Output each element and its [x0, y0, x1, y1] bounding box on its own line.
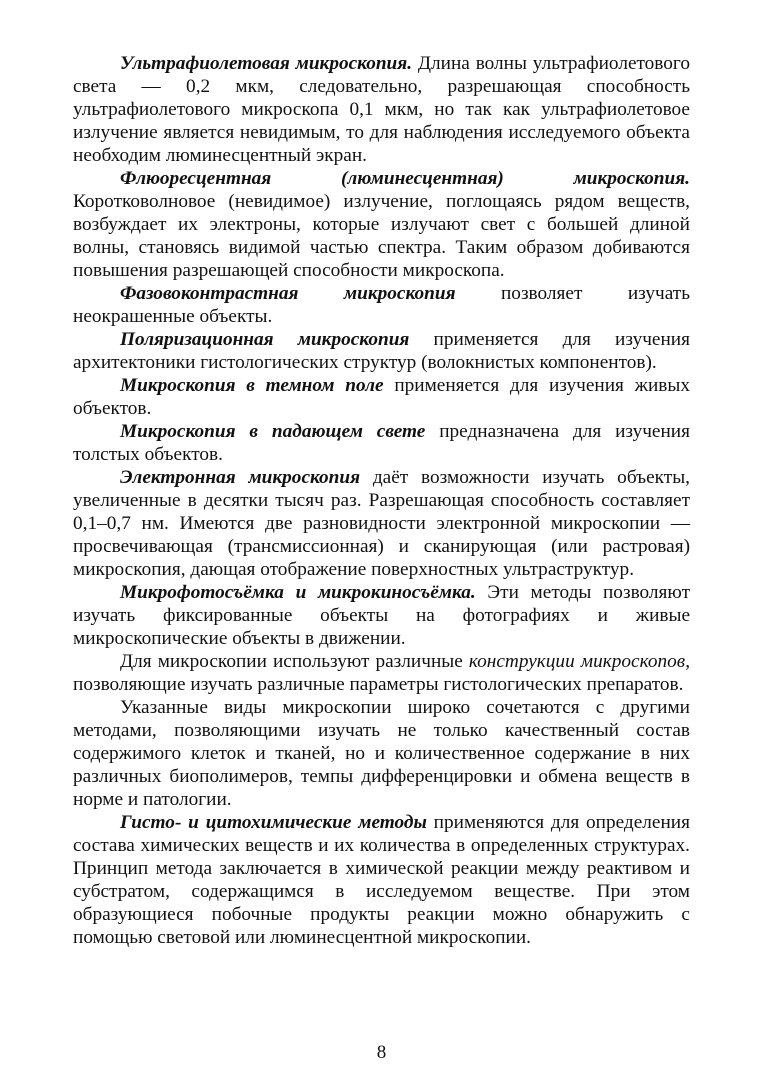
term-polarization-microscopy: Поляризационная микроскопия [120, 329, 410, 350]
paragraph-incident-light-microscopy [73, 420, 690, 466]
paragraph-electron-microscopy [73, 466, 690, 581]
paragraph-text-before: Для микроскопии используют различные [120, 651, 469, 672]
term-uv-microscopy: Ультрафиолетовая микроскопия. [120, 53, 413, 74]
page-number: 8 [376, 1042, 387, 1063]
page-body [73, 52, 690, 949]
paragraph-phase-contrast-microscopy [73, 282, 690, 328]
term-microphotography: Микрофотосъёмка и микрокиносъёмка. [120, 582, 476, 603]
paragraph-text: применяется для изучения архитектоники гистологических структур (волокнистых компонентов). [73, 329, 690, 373]
paragraph-text: Эти методы позволяют изучать фиксированные объекты на фотографиях и живые микроскопические объекты в движении. [73, 582, 690, 649]
term-fluorescence-microscopy: Флюоресцентная (люминесцентная) микроскопия. [120, 168, 690, 189]
paragraph-combined-methods [73, 696, 690, 811]
paragraph-microscope-designs [73, 650, 690, 696]
paragraph-text: применяются для определения состава химических веществ и их количества в определенных структурах. Принцип метода заключается в химической реакции между реактивом и субстратом, содержащимся в исследуемом веществе. При этом образующиеся побочные продукты реакции можно обнаружить с помощью световой или люминесцентной микроскопии. [73, 812, 690, 948]
paragraph-microphotography [73, 581, 690, 650]
paragraph-text: Указанные виды микроскопии широко сочетаются с другими методами, позволяющими изучать не только качественный состав содержимого клеток и тканей, но и количественное содержание в них различных биополимеров, темпы дифференцировки и обмена веществ в норме и патологии. [73, 697, 690, 810]
paragraph-text: позволяет изучать неокрашенные объекты. [73, 283, 691, 327]
paragraph-uv-microscopy [73, 52, 690, 167]
paragraph-dark-field-microscopy [73, 374, 690, 420]
term-incident-light-microscopy: Микроскопия в падающем свете [120, 421, 426, 442]
term-electron-microscopy: Электронная микроскопия [120, 467, 361, 488]
paragraph-text-after: , позволяющие изучать различные параметры гистологических препаратов. [73, 651, 691, 695]
paragraph-text: Коротковолновое (невидимое) излучение, поглощаясь рядом веществ, возбуждает их электроны, которые излучают свет с большей длиной волны, становясь видимой частью спектра. Таким образом добиваются повышения разрешающей способности микроскопа. [73, 191, 690, 281]
emphasis-microscope-designs: конструкции микроскопов [468, 651, 686, 672]
term-dark-field-microscopy: Микроскопия в темном поле [120, 375, 384, 396]
paragraph-fluorescence-microscopy [73, 167, 690, 282]
paragraph-text: Длина волны ультрафиолетового света — 0,2 мкм, следовательно, разрешающая способность ультрафиолетового микроскопа 0,1 мкм, но так как ультрафиолетовое излучение является невидимым, то для наблюдения исследуемого объекта необходим люминесцентный экран. [73, 53, 690, 166]
paragraph-text: применяется для изучения живых объектов. [73, 375, 690, 419]
paragraph-polarization-microscopy [73, 328, 690, 374]
term-phase-contrast-microscopy: Фазовоконтрастная микроскопия [120, 283, 456, 304]
paragraph-histochemical-methods [73, 811, 690, 949]
paragraph-text: предназначена для изучения толстых объектов. [73, 421, 690, 465]
term-histochemical-methods: Гисто- и цитохимические методы [120, 812, 427, 833]
paragraph-text: даёт возможности изучать объекты, увеличенные в десятки тысяч раз. Разрешающая способность составляет 0,1–0,7 нм. Имеются две разновидности электронной микроскопии — просвечивающая (трансмиссионная) и сканирующая (или растровая) микроскопия, дающая отображение поверхностных ультраструктур. [73, 467, 690, 580]
